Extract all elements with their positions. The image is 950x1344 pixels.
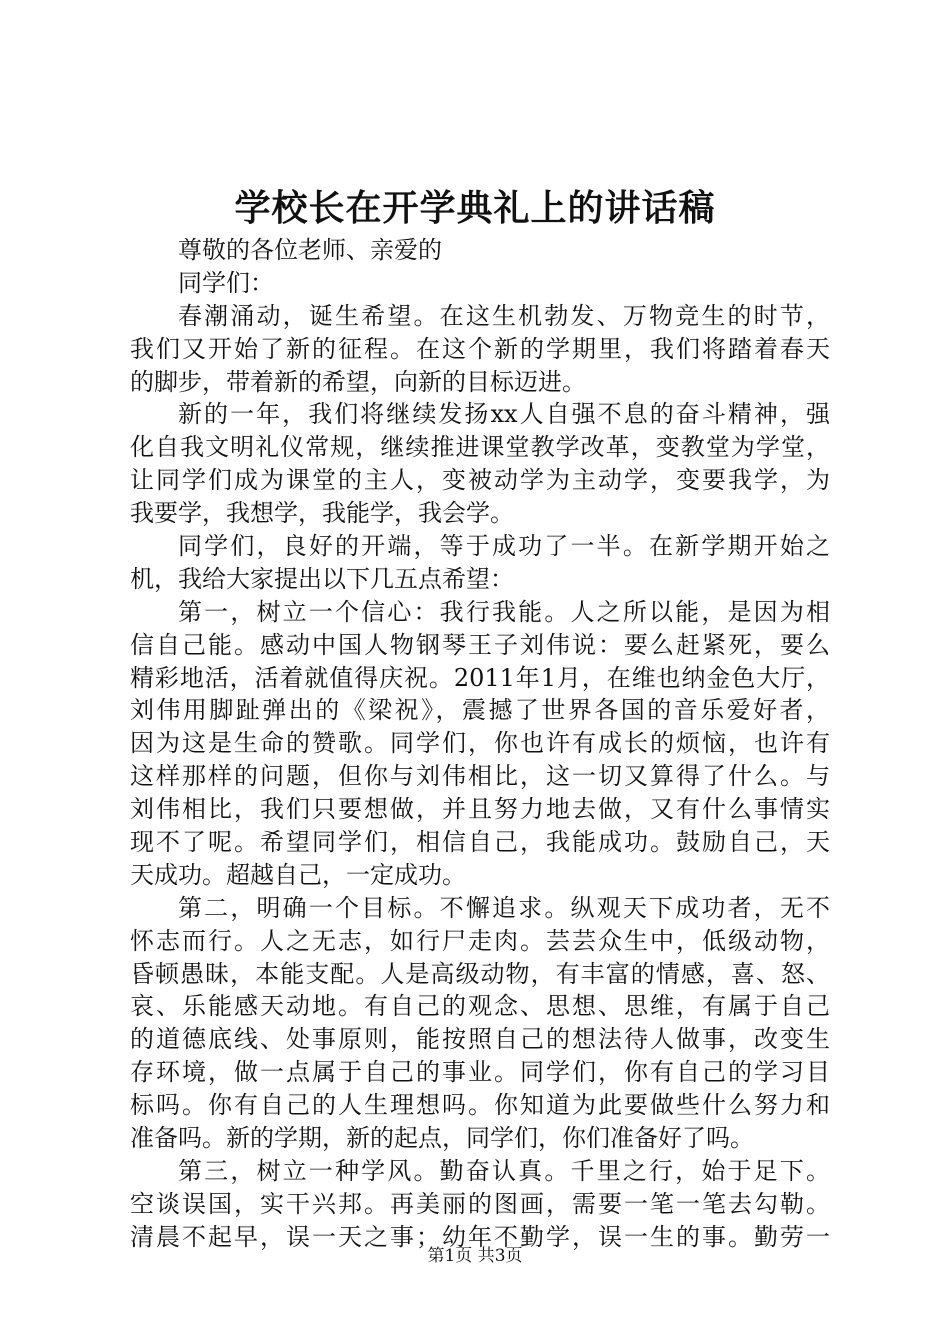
- text-line: 刘伟用脚趾弹出的《梁祝》，震撼了世界各国的音乐爱好者，: [130, 696, 830, 725]
- text-line: 信自己能。感动中国人物钢琴王子刘伟说：要么赶紧死，要么: [130, 630, 830, 659]
- text-line: 同学们，良好的开端，等于成功了一半。在新学期开始之: [178, 532, 830, 561]
- text-line: 第一，树立一个信心：我行我能。人之所以能，是因为相: [178, 597, 830, 626]
- text-line: 机，我给大家提出以下几五点希望：: [130, 564, 514, 593]
- text-line: 准备吗。新的学期，新的起点，同学们，你们准备好了吗。: [130, 1124, 754, 1153]
- text-line: 的脚步，带着新的希望，向新的目标迈进。: [130, 367, 586, 396]
- text-line: 怀志而行。人之无志，如行尸走肉。芸芸众生中，低级动物，: [130, 926, 830, 955]
- text-line: 新的一年，我们将继续发扬xx人自强不息的奋斗精神，强: [178, 400, 830, 429]
- text-line: 现不了呢。希望同学们，相信自己，我能成功。鼓励自己，天: [130, 828, 830, 857]
- text-line: 这样那样的问题，但你与刘伟相比，这一切又算得了什么。与: [130, 762, 830, 791]
- text-line: 我要学，我想学，我能学，我会学。: [130, 499, 514, 528]
- text-line: 的道德底线、处事原则，能按照自己的想法待人做事，改变生: [130, 1025, 830, 1054]
- page-title: 学校长在开学典礼上的讲话稿: [234, 187, 716, 229]
- text-line: 存环境，做一点属于自己的事业。同学们，你有自己的学习目: [130, 1058, 830, 1087]
- text-line: 第三，树立一种学风。勤奋认真。千里之行，始于足下。: [178, 1156, 830, 1185]
- text-line: 空谈误国，实干兴邦。再美丽的图画，需要一笔一笔去勾勒。: [130, 1189, 830, 1218]
- text-line: 尊敬的各位老师、亲爱的: [178, 236, 442, 264]
- text-line: 精彩地活，活着就值得庆祝。2011年1月，在维也纳金色大厅，: [130, 663, 830, 692]
- text-line: 第二，明确一个目标。不懈追求。纵观天下成功者，无不: [178, 893, 830, 922]
- text-line: 化自我文明礼仪常规，继续推进课堂教学改革，变教堂为学堂，: [130, 433, 830, 462]
- text-line: 刘伟相比，我们只要想做，并且努力地去做，又有什么事情实: [130, 795, 830, 824]
- text-line: 标吗。你有自己的人生理想吗。你知道为此要做些什么努力和: [130, 1091, 830, 1120]
- text-line: 天成功。超越自己，一定成功。: [130, 860, 466, 889]
- text-line: 昏顿愚昧，本能支配。人是高级动物，有丰富的情感，喜、怒、: [130, 959, 830, 988]
- text-line: 春潮涌动，诞生希望。在这生机勃发、万物竞生的时节，: [178, 301, 830, 330]
- text-line: 同学们：: [178, 268, 274, 297]
- text-line: 我们又开始了新的征程。在这个新的学期里，我们将踏着春天: [130, 334, 830, 363]
- text-line: 因为这是生命的赞歌。同学们，你也许有成长的烦恼，也许有: [130, 729, 830, 758]
- text-line: 哀、乐能感天动地。有自己的观念、思想、思维，有属于自己: [130, 992, 830, 1021]
- page-footer: 第1页 共3页: [427, 1246, 523, 1266]
- text-line: 让同学们成为课堂的主人，变被动学为主动学，变要我学，为: [130, 466, 830, 495]
- text-line: 清晨不起早，误一天之事；幼年不勤学，误一生的事。勤劳一: [130, 1222, 830, 1251]
- document-body: [130, 234, 830, 1254]
